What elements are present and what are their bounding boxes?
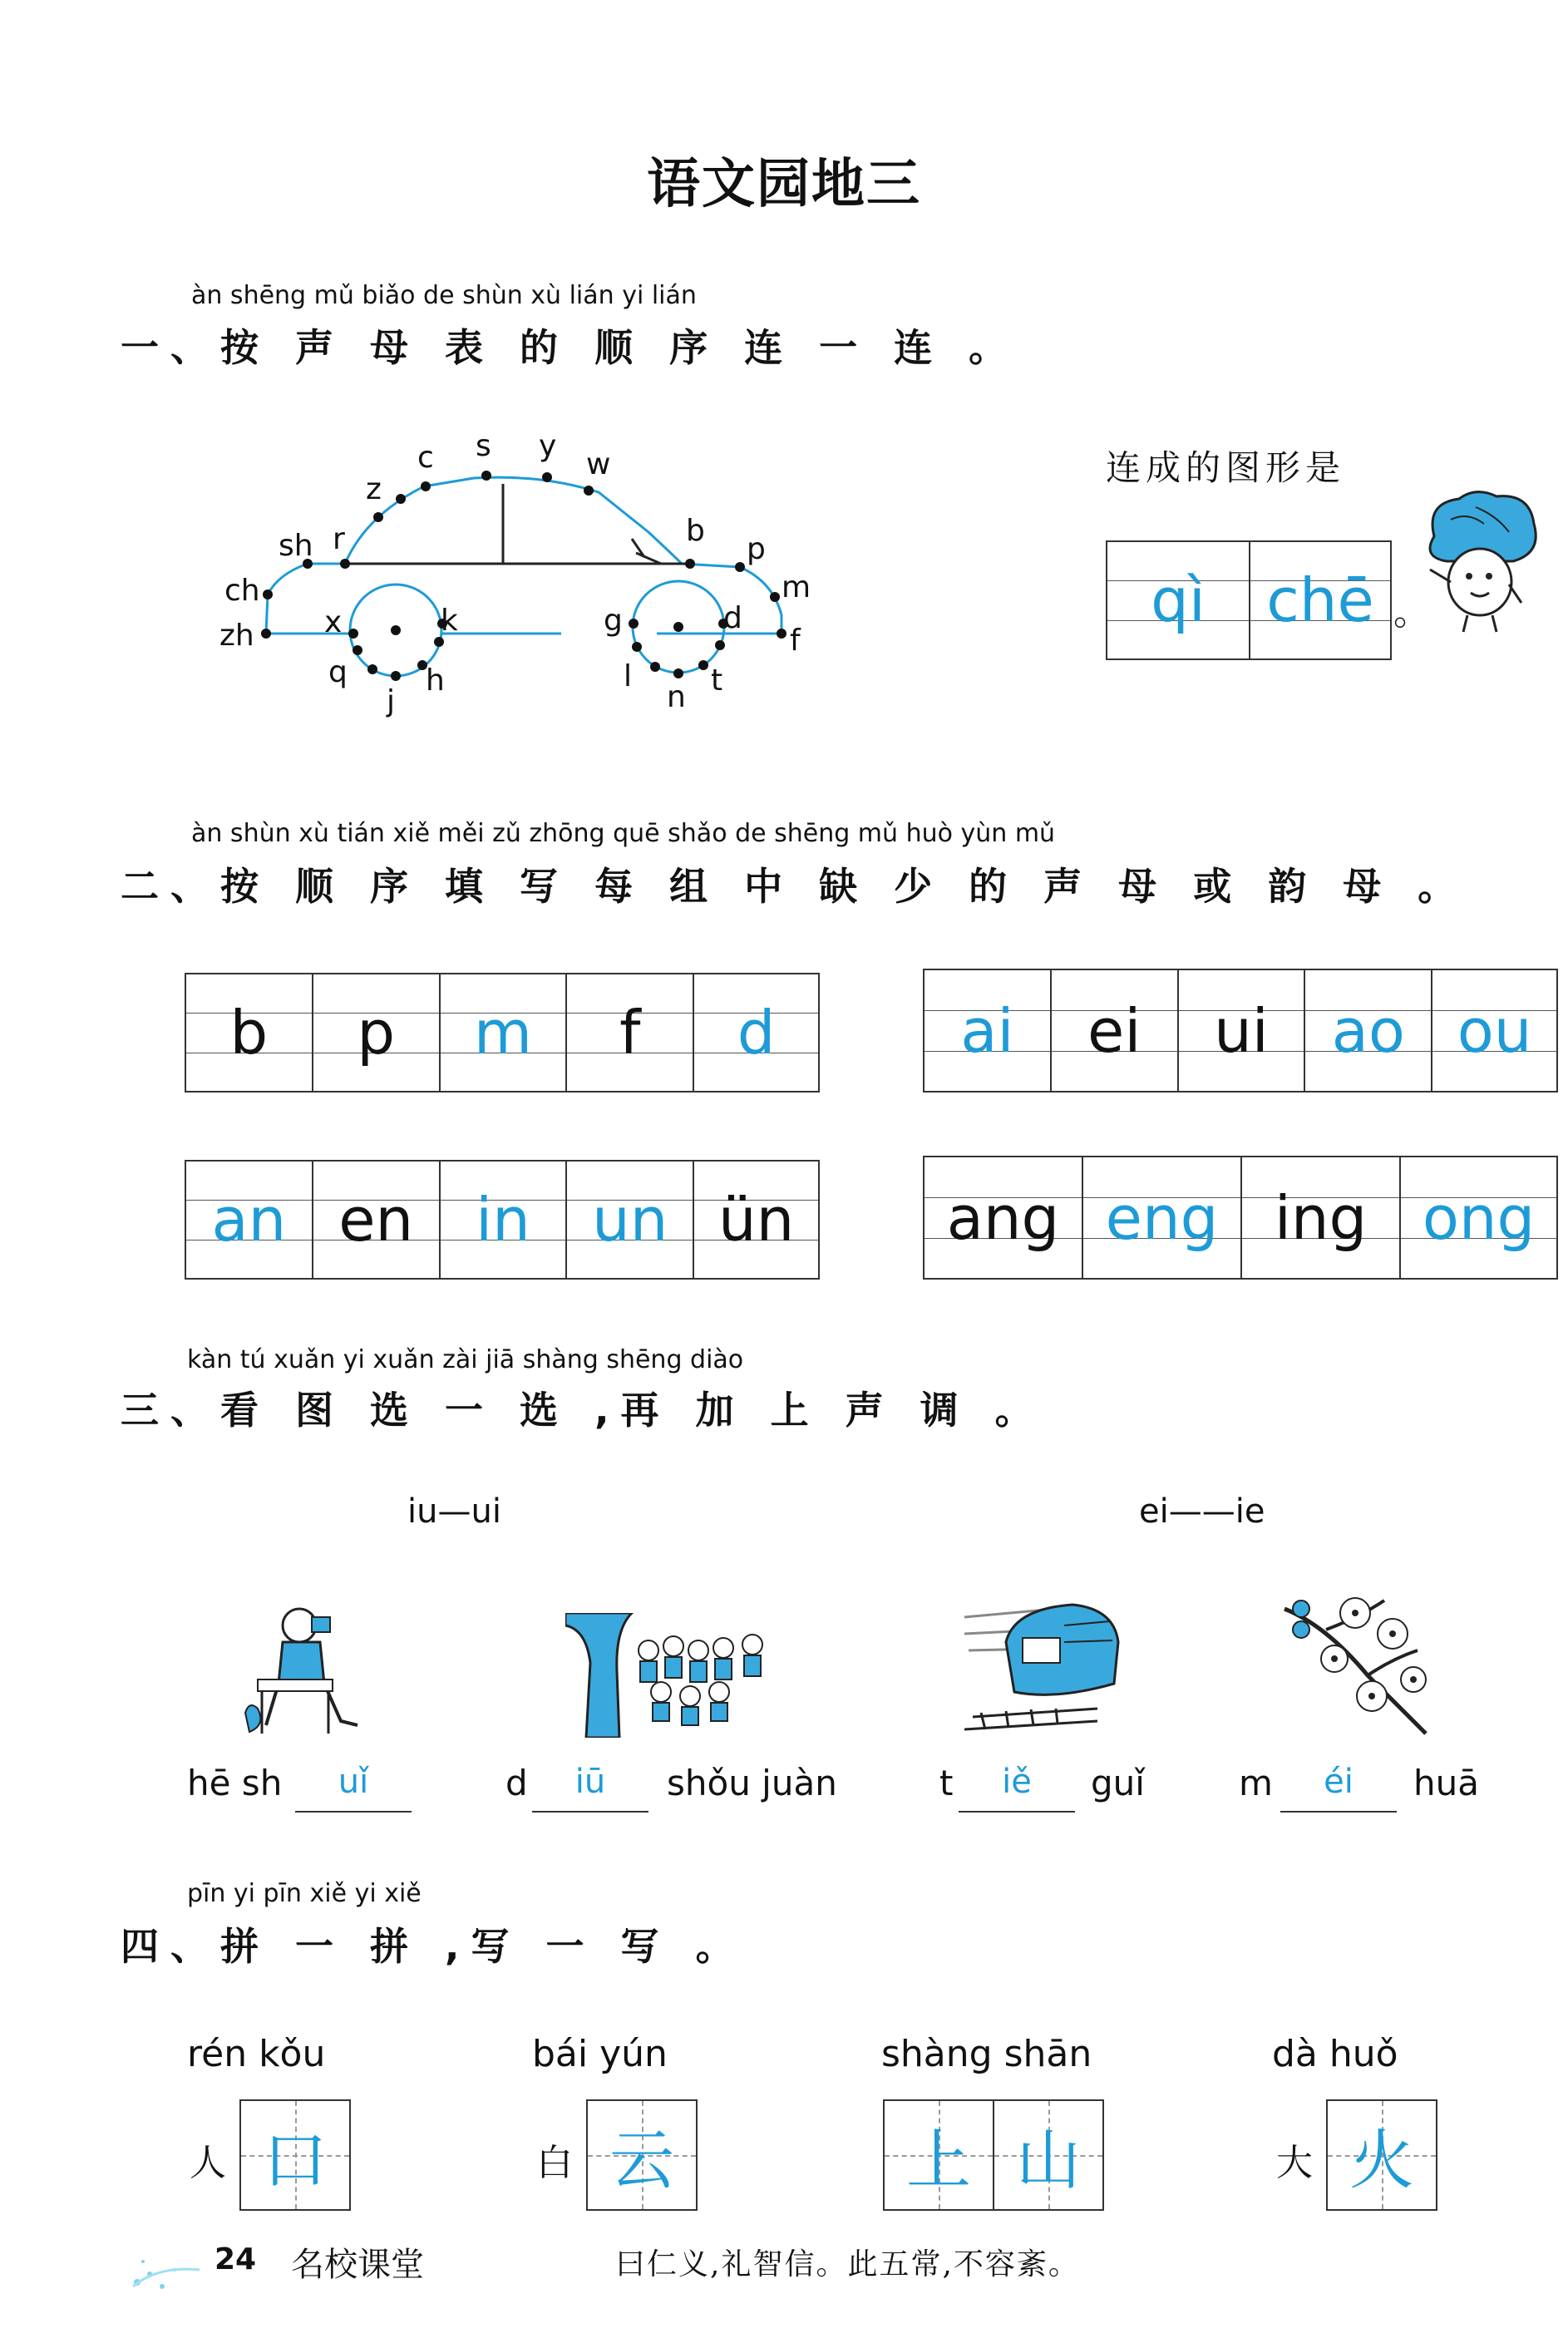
answer-box	[1106, 540, 1392, 660]
item3-after: guǐ	[1091, 1763, 1145, 1803]
option-iu-ui: iu—ui	[407, 1492, 501, 1531]
letter-t: t	[711, 663, 723, 698]
word2-grid	[586, 2099, 698, 2211]
brand-name: 名校课堂	[291, 2246, 424, 2284]
word4-prefix: 大	[1276, 2142, 1313, 2184]
writing-cell[interactable]	[885, 2101, 994, 2209]
fill-grid-initials	[185, 973, 820, 1093]
answer-cell	[1250, 542, 1390, 658]
writing-cell[interactable]	[241, 2101, 349, 2209]
grid-answer: d	[737, 998, 776, 1068]
letter-p: p	[747, 532, 766, 566]
grid-cell	[441, 1162, 568, 1278]
grid-cell	[567, 974, 694, 1091]
section2-heading: 二、按 顺 序 填 写 每 组 中 缺 少 的 声 母 或 韵 母 。	[121, 864, 1468, 909]
item4-answer-blank[interactable]: éi	[1280, 1763, 1397, 1813]
letter-sh: sh	[279, 529, 313, 563]
option-ei-ie: ei——ie	[1139, 1492, 1265, 1531]
answer-char: 上	[905, 2123, 971, 2198]
grid-cell	[925, 970, 1052, 1091]
word4-pinyin: dà huǒ	[1272, 2033, 1398, 2075]
grid-cell	[441, 974, 568, 1091]
writing-cell[interactable]	[994, 2101, 1102, 2209]
grid-answer: m	[473, 998, 533, 1068]
letter-m: m	[782, 570, 811, 604]
letter-z: z	[366, 472, 382, 506]
cabbage-character-illustration	[1418, 486, 1542, 636]
item2-before: d	[505, 1763, 528, 1803]
letter-zh: zh	[219, 619, 254, 653]
word2-prefix: 白	[536, 2142, 573, 2184]
grid-text: en	[338, 1185, 414, 1255]
grid-text: ang	[946, 1182, 1060, 1253]
grid-text: ei	[1087, 995, 1141, 1066]
item3-before: t	[939, 1763, 954, 1803]
page-title: 语文园地三	[647, 153, 921, 215]
end-mark: 。	[1393, 591, 1430, 634]
grid-answer: in	[476, 1185, 530, 1255]
grid-text: ün	[717, 1185, 795, 1255]
item4-before: m	[1239, 1763, 1273, 1803]
grid-answer: ou	[1457, 995, 1532, 1066]
grid-answer: an	[211, 1185, 287, 1255]
answer-char: 火	[1349, 2123, 1414, 2198]
car-dot-puzzle	[208, 416, 840, 748]
section1-pinyin: àn shēng mǔ biǎo de shùn xù lián yi lián	[191, 281, 697, 310]
grid-cell	[694, 1162, 818, 1278]
letter-ch: ch	[224, 574, 260, 608]
writing-cell[interactable]	[588, 2101, 696, 2209]
grid-cell	[1179, 970, 1306, 1091]
letter-f: f	[790, 624, 801, 658]
section3-heading: 三、看 图 选 一 选 ,再 加 上 声 调 。	[121, 1388, 1045, 1433]
item4-after: huā	[1413, 1763, 1479, 1803]
train-illustration	[956, 1592, 1122, 1738]
letter-n: n	[667, 680, 686, 714]
grid-cell	[1401, 1157, 1556, 1278]
fill-grid-nasal-finals	[923, 1156, 1558, 1280]
item2-answer-blank[interactable]: iū	[532, 1763, 648, 1813]
child-drinking-water-illustration	[241, 1601, 366, 1738]
item2-after: shǒu juàn	[667, 1763, 837, 1803]
section4-heading: 四、拼 一 拼 ,写 一 写 。	[121, 1924, 746, 1969]
word1-pinyin: rén kǒu	[187, 2033, 326, 2075]
letter-c: c	[417, 441, 434, 475]
letter-h: h	[426, 663, 445, 698]
grid-answer: eng	[1105, 1182, 1219, 1253]
grid-cell	[1052, 970, 1179, 1091]
word1-grid	[239, 2099, 351, 2211]
grid-cell	[186, 974, 313, 1091]
grid-cell	[1432, 970, 1556, 1091]
letter-y: y	[539, 429, 557, 463]
word1-prefix: 人	[190, 2142, 226, 2184]
letter-r: r	[333, 522, 345, 556]
footer-decoration-icon	[125, 2237, 208, 2295]
grid-cell	[186, 1162, 313, 1278]
letter-q: q	[328, 655, 348, 689]
grid-answer: ao	[1331, 995, 1405, 1066]
children-under-tree-illustration	[565, 1613, 790, 1738]
grid-text: p	[357, 998, 396, 1068]
item3-answer-blank[interactable]: iě	[959, 1763, 1075, 1813]
page-number: 24	[214, 2242, 257, 2276]
word2-pinyin: bái yún	[532, 2033, 668, 2075]
section2-pinyin: àn shùn xù tián xiě měi zǔ zhōng quē shǎo de shēng mǔ huò yùn mǔ	[191, 819, 1056, 848]
letter-k: k	[441, 604, 458, 638]
grid-cell	[694, 974, 818, 1091]
answer-char: 山	[1015, 2123, 1081, 2198]
grid-answer: ai	[960, 995, 1014, 1066]
section4-pinyin: pīn yi pīn xiě yi xiě	[187, 1879, 422, 1908]
fill-grid-finals-1	[923, 969, 1558, 1093]
writing-cell[interactable]	[1328, 2101, 1436, 2209]
plum-blossom-illustration	[1276, 1592, 1442, 1742]
word4-grid	[1326, 2099, 1437, 2211]
answer-cell	[1107, 542, 1250, 658]
grid-cell	[1083, 1157, 1242, 1278]
grid-cell	[313, 974, 441, 1091]
letter-w: w	[586, 447, 611, 481]
grid-cell	[925, 1157, 1083, 1278]
letter-d: d	[723, 601, 742, 635]
grid-answer: ong	[1422, 1182, 1536, 1253]
grid-cell	[1305, 970, 1432, 1091]
item1-before: hē sh	[187, 1763, 283, 1803]
letter-x: x	[324, 605, 343, 639]
word3-grid	[883, 2099, 1104, 2211]
letter-g: g	[604, 604, 623, 638]
answer-qi: qì	[1151, 565, 1206, 635]
letter-j: j	[387, 684, 396, 718]
grid-text: ing	[1274, 1182, 1368, 1253]
fill-grid-finals-2	[185, 1160, 820, 1280]
grid-text: b	[229, 998, 269, 1068]
grid-text: ui	[1214, 995, 1269, 1066]
grid-answer: un	[592, 1185, 668, 1255]
answer-char: 口	[262, 2123, 328, 2198]
grid-cell	[1242, 1157, 1401, 1278]
section3-pinyin: kàn tú xuǎn yi xuǎn zài jiā shàng shēng diào	[187, 1345, 744, 1374]
answer-char: 云	[609, 2123, 674, 2198]
grid-text: f	[619, 998, 641, 1068]
section1-heading: 一、按 声 母 表 的 顺 序 连 一 连 。	[121, 325, 1019, 370]
letter-l: l	[624, 659, 633, 693]
item1-answer-blank[interactable]: uǐ	[295, 1763, 412, 1813]
letter-s: s	[476, 429, 491, 463]
answer-che: chē	[1266, 565, 1374, 635]
grid-cell	[313, 1162, 441, 1278]
footer-motto: 曰仁义,礼智信。此五常,不容紊。	[615, 2247, 1080, 2281]
letter-b: b	[686, 514, 705, 548]
result-label: 连成的图形是	[1106, 447, 1346, 488]
word3-pinyin: shàng shān	[881, 2033, 1092, 2075]
grid-cell	[567, 1162, 694, 1278]
